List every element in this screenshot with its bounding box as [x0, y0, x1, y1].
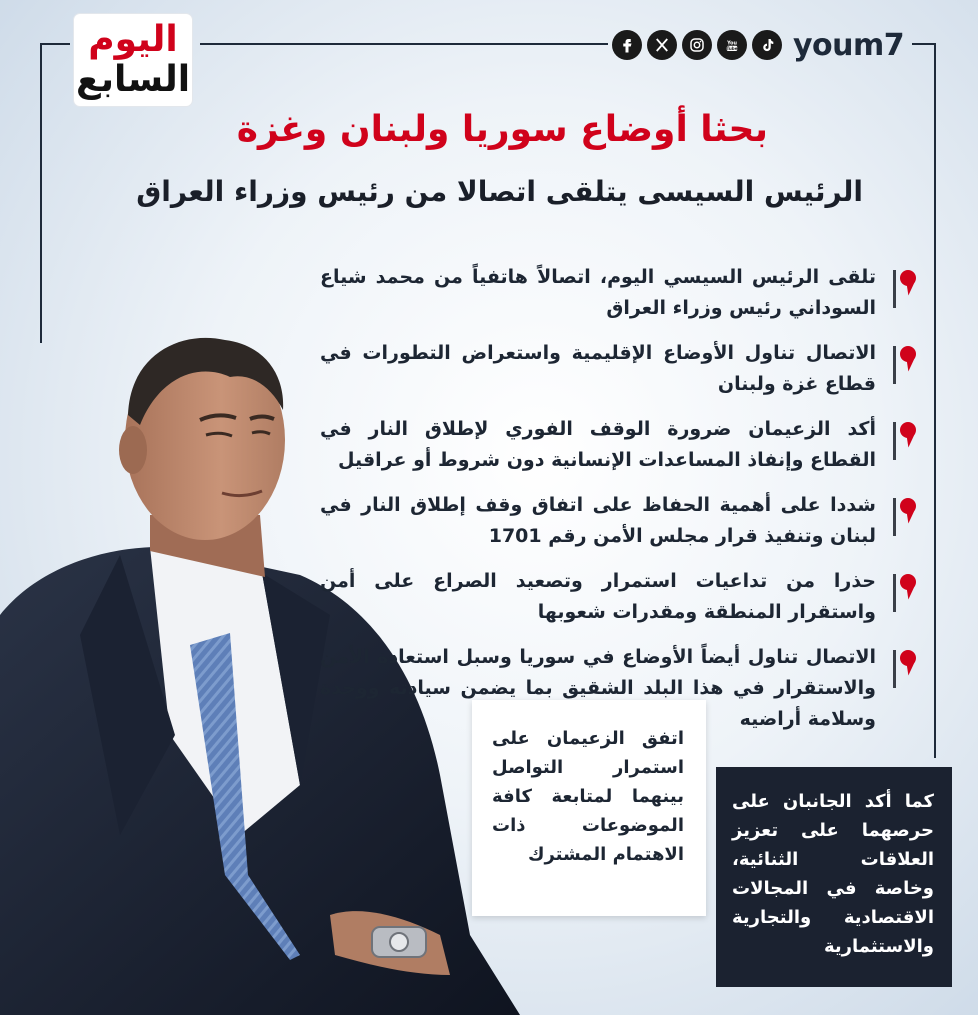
quote-mark-icon	[890, 264, 916, 310]
frame-line-left	[40, 43, 42, 343]
key-point-text: الاتصال تناول الأوضاع الإقليمية واستعراض التطورات في قطاع غزة ولبنان	[320, 342, 876, 395]
svg-text:Tube: Tube	[726, 45, 738, 51]
social-bar	[612, 26, 904, 64]
svg-text:You: You	[727, 40, 737, 47]
key-point	[320, 490, 916, 552]
key-point-text: الاتصال تناول أيضاً الأوضاع في سوريا وسبل استعادة الأمن والاستقرار في هذا البلد الشقيق بما يضمن سيادته ووحدة وسلامة أراضيه	[320, 646, 876, 730]
callout-white	[472, 700, 706, 916]
frame-line-top-right	[912, 43, 936, 45]
youtube-icon[interactable]	[717, 30, 747, 60]
youm7-logo[interactable]	[74, 14, 192, 106]
key-point	[320, 566, 916, 628]
brand-wordmark[interactable]: youm7	[793, 27, 905, 63]
quote-mark-icon	[890, 492, 916, 538]
frame-line-right	[934, 43, 936, 758]
headline-subtitle: الرئيس السيسى يتلقى اتصالا من رئيس وزراء العراق	[136, 175, 863, 208]
key-point-text: شددا على أهمية الحفاظ على اتفاق وقف إطلاق النار في لبنان وتنفيذ قرار مجلس الأمن رقم 1701	[320, 494, 876, 547]
quote-mark-icon	[890, 416, 916, 462]
key-point	[320, 338, 916, 400]
logo-word-alsabe: السابع	[75, 59, 191, 100]
key-point-text: تلقى الرئيس السيسي اليوم، اتصالاً هاتفياً من محمد شياع السوداني رئيس وزراء العراق	[320, 266, 876, 319]
callout-dark	[716, 767, 952, 987]
facebook-icon[interactable]	[612, 30, 642, 60]
key-point	[320, 414, 916, 476]
instagram-icon[interactable]	[682, 30, 712, 60]
headline-main: بحثا أوضاع سوريا ولبنان وغزة	[236, 109, 768, 150]
x-icon[interactable]	[647, 30, 677, 60]
quote-mark-icon	[890, 644, 916, 690]
tiktok-icon[interactable]	[752, 30, 782, 60]
key-points-list	[320, 262, 916, 749]
frame-line-top-middle	[200, 43, 608, 45]
quote-mark-icon	[890, 568, 916, 614]
key-point	[320, 262, 916, 324]
logo-word-alyoum: اليوم	[88, 19, 178, 60]
key-point-text: أكد الزعيمان ضرورة الوقف الفوري لإطلاق النار في القطاع وإنفاذ المساعدات الإنسانية دون شروط أو عراقيل	[320, 418, 876, 471]
callout-white-text: اتفق الزعيمان على استمرار التواصل بينهما لمتابعة كافة الموضوعات ذات الاهتمام المشترك	[492, 728, 684, 865]
key-point-text: حذرا من تداعيات استمرار وتصعيد الصراع على أمن واستقرار المنطقة ومقدرات شعوبها	[320, 570, 876, 623]
callout-dark-text: كما أكد الجانبان على حرصهما على تعزيز العلاقات الثنائية، وخاصة في المجالات الاقتصادية والتجارية والاستثمارية	[732, 791, 934, 957]
frame-line-top-left	[40, 43, 70, 45]
quote-mark-icon	[890, 340, 916, 386]
